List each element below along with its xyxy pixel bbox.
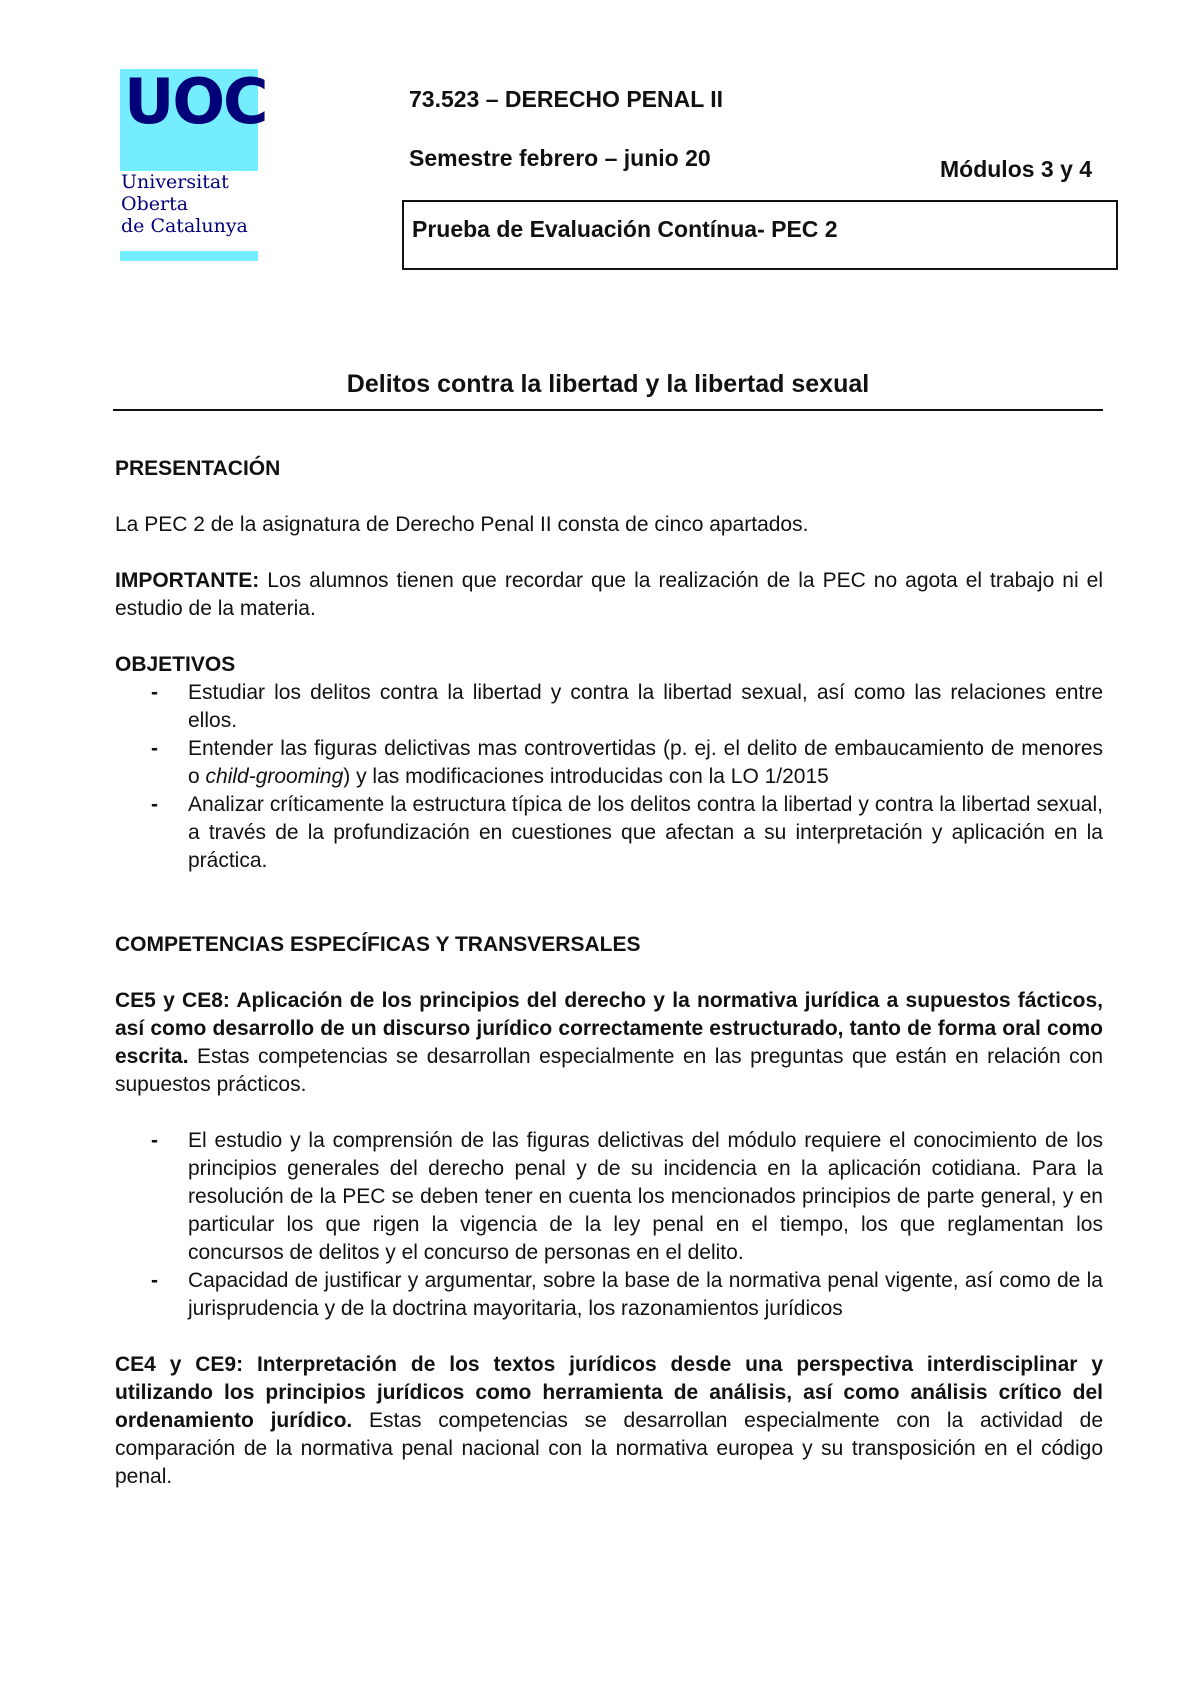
dash-bullet: - <box>151 1129 158 1152</box>
objetivos-item <box>115 791 1103 875</box>
objetivos-item-text: Estudiar los delitos contra la libertad y contra la libertad sexual, así como las relaciones entre ellos. <box>188 681 1103 732</box>
dash-bullet: - <box>151 793 158 816</box>
pec-box <box>402 200 1118 270</box>
importante-label: IMPORTANTE: <box>115 569 260 592</box>
presentacion-text: La PEC 2 de la asignatura de Derecho Penal II consta de cinco apartados. <box>115 513 809 536</box>
modules: Módulos 3 y 4 <box>940 156 1093 182</box>
ce4-paragraph <box>115 1351 1103 1491</box>
logo-line-1: Universitat <box>121 171 229 193</box>
ce5-bold: CE5 y CE8: Aplicación de los principios del derecho y la normativa jurídica a supuestos fácticos, así como desarrollo de un discurso jurídico correctamente estructurado, tanto de forma oral como escrita. <box>115 989 1103 1068</box>
ce4-text: Estas competencias se desarrollan especialmente con la actividad de comparación de la normativa penal nacional con la normativa europea y su transposición en el código penal. <box>115 1409 1104 1488</box>
objetivos-item <box>115 735 1103 791</box>
objetivos-item <box>115 679 1103 735</box>
dash-bullet: - <box>151 737 158 760</box>
dash-bullet: - <box>151 681 158 704</box>
ce5-item <box>115 1267 1103 1323</box>
course-code: 73.523 – DERECHO PENAL II <box>409 86 724 112</box>
ce5-list <box>115 1127 1103 1323</box>
objetivos-item-italic: child-grooming <box>205 765 344 788</box>
logo-wordmark <box>120 171 258 251</box>
ce5-text: Estas competencias se desarrollan especialmente en las preguntas que están en relación con supuestos prácticos. <box>115 1045 1103 1096</box>
competencias-heading: COMPETENCIAS ESPECÍFICAS Y TRANSVERSALES <box>115 933 641 956</box>
importante-paragraph <box>115 567 1103 623</box>
objetivos-item-text: Entender las figuras delictivas mas controvertidas (p. ej. el delito de embaucamiento de menores o <box>188 737 1103 788</box>
presentacion-heading: PRESENTACIÓN <box>115 457 281 480</box>
objetivos-item-text: Analizar críticamente la estructura típica de los delitos contra la libertad y contra la libertad sexual, a través de la profundización en cuestiones que afectan a su interpretación y aplicación en la práctica. <box>188 793 1103 872</box>
dash-bullet: - <box>151 1269 158 1292</box>
ce5-item-text: Capacidad de justificar y argumentar, sobre la base de la normativa penal vigente, así como de la jurisprudencia y de la doctrina mayoritaria, los razonamientos jurídicos <box>188 1269 1103 1320</box>
logo-line-3: de Catalunya <box>121 215 248 237</box>
pec-title: Prueba de Evaluación Contínua- PEC 2 <box>412 216 838 242</box>
objetivos-item-text: ) y las modificaciones introducidas con la LO 1/2015 <box>343 765 829 788</box>
logo-letters: UOC <box>124 65 267 138</box>
uoc-logo <box>120 65 267 261</box>
ce5-item <box>115 1127 1103 1267</box>
logo-line-2: Oberta <box>121 193 189 215</box>
ce4-bold: CE4 y CE9: Interpretación de los textos jurídicos desde una perspectiva interdisciplinar y utilizando los principios jurídicos como herramienta de análisis, así como análisis crítico del ordenamiento jurídico. <box>115 1353 1103 1432</box>
objetivos-list <box>115 679 1103 875</box>
semester: Semestre febrero – junio 20 <box>409 145 711 171</box>
ce5-paragraph <box>115 987 1103 1099</box>
document-body <box>115 455 1103 1491</box>
objetivos-heading: OBJETIVOS <box>115 653 236 676</box>
document-title: Delitos contra la libertad y la libertad sexual <box>113 370 1103 411</box>
ce5-item-text: El estudio y la comprensión de las figuras delictivas del módulo requiere el conocimiento de los principios generales del derecho penal y de su incidencia en la aplicación cotidiana. Para la resolución de la PEC se deben tener en cuenta los mencionados principios de parte general, y en particular los que rigen la vigencia de la ley penal en el tiempo, los que reglamentan los concursos de delitos y el concurso de personas en el delito. <box>188 1129 1103 1264</box>
importante-text: Los alumnos tienen que recordar que la realización de la PEC no agota el trabajo ni el estudio de la materia. <box>115 569 1103 620</box>
